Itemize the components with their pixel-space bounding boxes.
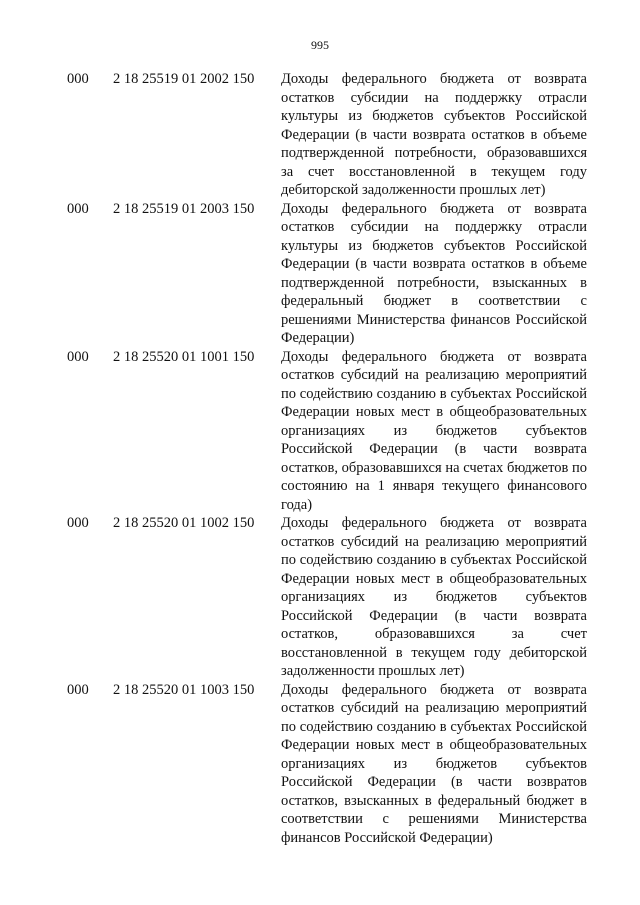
budget-classification-code: 2 18 25520 01 1002 150 <box>113 515 255 531</box>
table-row <box>0 70 640 200</box>
revenue-description: Доходы федерального бюджета от возврата остатков субсидии на поддержку отрасли культуры из бюджетов субъектов Российской Федерации (в части возврата остатков в объеме подтвержденной потребности, взысканных в федеральный бюджет в соответствии с решениями Министерства финансов Российской Федерации) <box>281 200 587 346</box>
table-row <box>0 681 640 848</box>
revenue-description: Доходы федерального бюджета от возврата остатков субсидии на поддержку отрасли культуры из бюджетов субъектов Российской Федерации (в части возврата остатков в объеме подтвержденной потребности, образовавшихся за счет восстановленной в текущем году дебиторской задолженности прошлых лет) <box>281 71 587 198</box>
admin-code: 000 <box>67 200 89 217</box>
table-row <box>0 200 640 348</box>
admin-code: 000 <box>67 348 89 365</box>
budget-classification-code: 2 18 25519 01 2002 150 <box>113 71 255 87</box>
budget-classification-code: 2 18 25519 01 2003 150 <box>113 200 255 217</box>
admin-code: 000 <box>67 681 89 698</box>
budget-classification-code: 2 18 25520 01 1003 150 <box>113 681 255 698</box>
revenue-description: Доходы федерального бюджета от возврата остатков субсидий на реализацию мероприятий по содействию созданию в субъектах Российской Федерации новых мест в общеобразовательных организациях из бюджетов субъектов Российской Федерации (в части возврата остатков, образовавшихся за счет восстановленной в текущем году дебиторской задолженности прошлых лет) <box>281 515 587 679</box>
revenue-description: Доходы федерального бюджета от возврата остатков субсидий на реализацию мероприятий по содействию созданию в субъектах Российской Федерации новых мест в общеобразовательных организациях из бюджетов субъектов Российской Федерации (в части возврата остатков, образовавшихся на счетах бюджетов по состоянию на 1 января текущего финансового года) <box>281 348 587 513</box>
table-row <box>0 348 640 515</box>
table-row <box>0 514 640 681</box>
budget-classification-code: 2 18 25520 01 1001 150 <box>113 348 255 365</box>
page-number: 995 <box>311 38 329 52</box>
admin-code: 000 <box>67 71 89 87</box>
admin-code: 000 <box>67 515 89 531</box>
budget-code-table <box>0 70 640 847</box>
revenue-description: Доходы федерального бюджета от возврата остатков субсидий на реализацию мероприятий по содействию созданию в субъектах Российской Федерации новых мест в общеобразовательных организациях из бюджетов субъектов Российской Федерации (в части возвратов остатков, взысканных в федеральный бюджет в соответствии с решениями Министерства финансов Российской Федерации) <box>281 681 587 846</box>
